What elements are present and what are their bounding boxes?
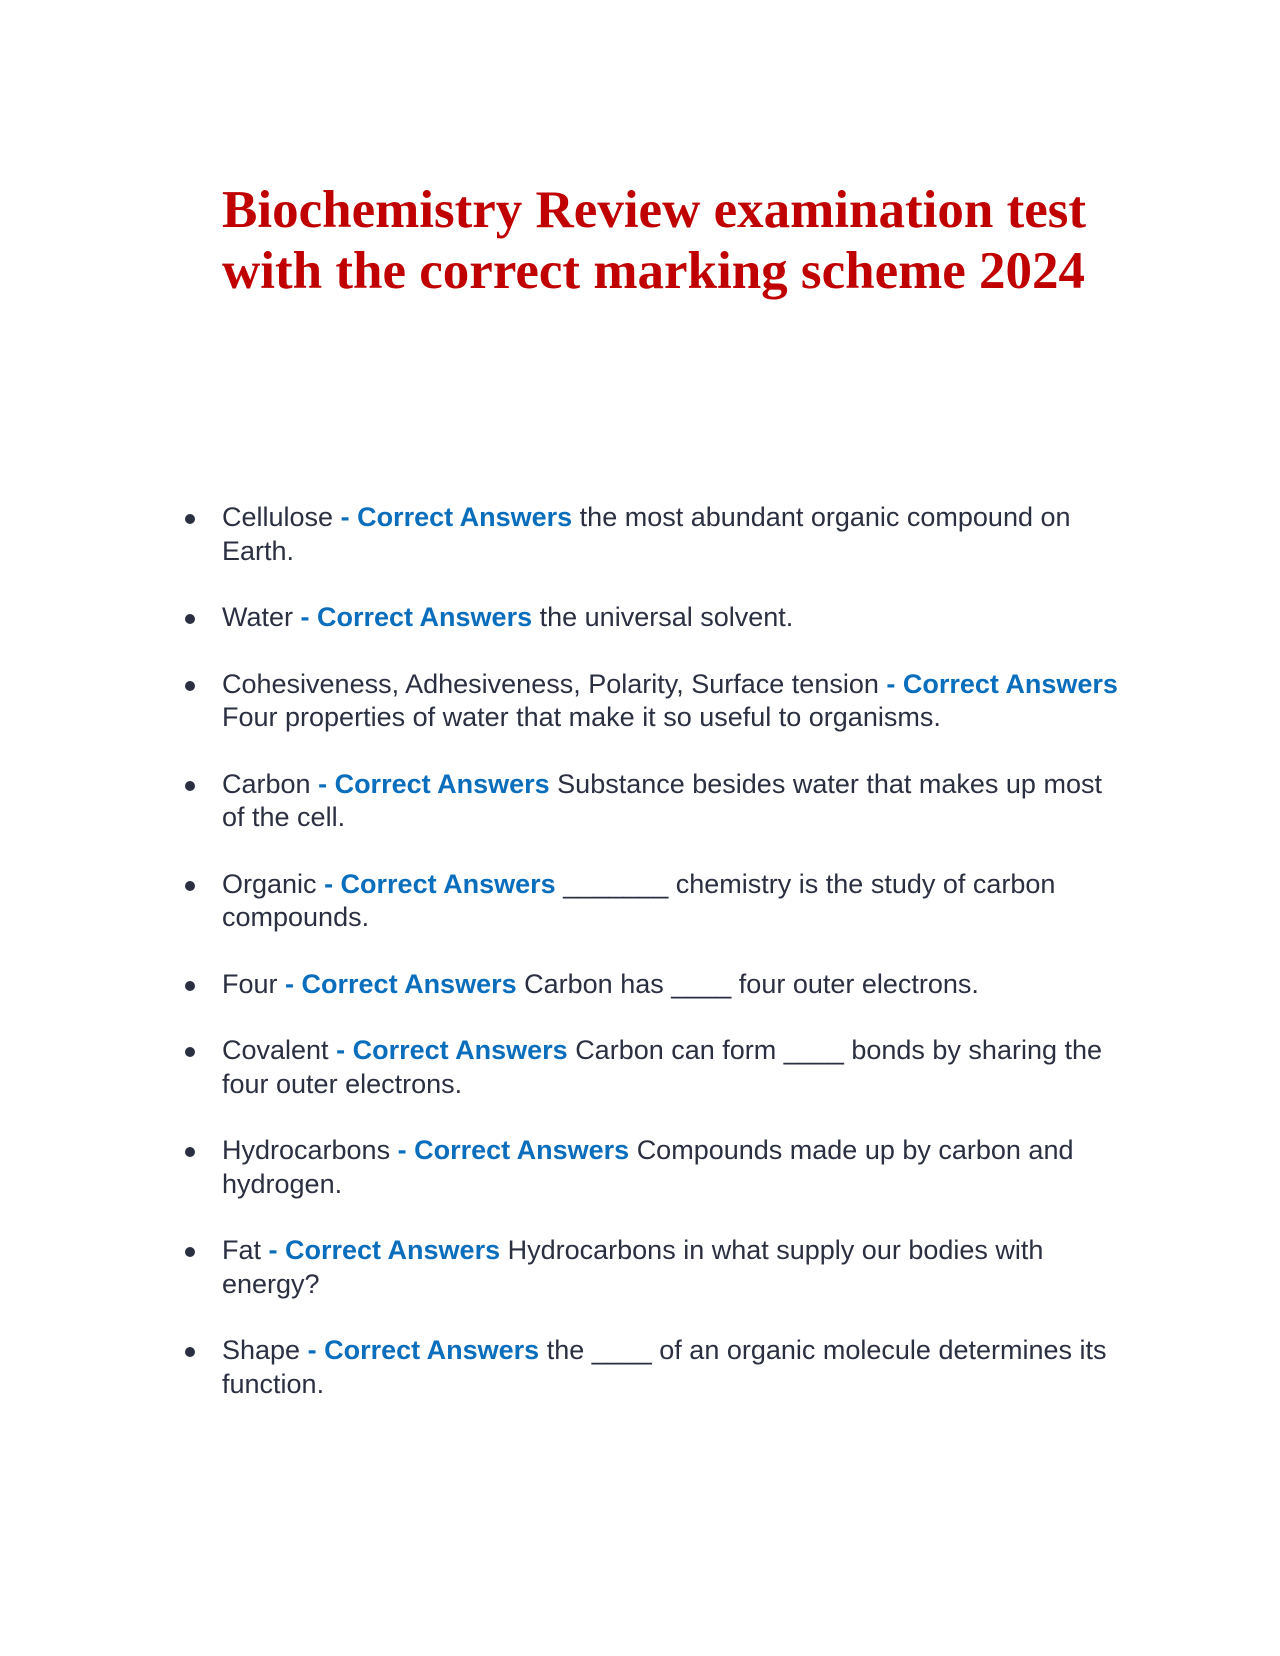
list-item (222, 1234, 1122, 1301)
answer-label: - Correct Answers (340, 502, 573, 532)
term: Cohesiveness, Adhesiveness, Polarity, Surface tension (222, 668, 879, 699)
list-item (222, 601, 1122, 635)
term: Cellulose (222, 502, 334, 532)
bullet-icon (185, 1347, 195, 1357)
definition: Substance besides water that makes up most of the cell. (222, 768, 1102, 832)
term: Shape (222, 1335, 301, 1365)
definition: the ____ of an organic molecule determines its function. (222, 1335, 1107, 1399)
list-item (222, 668, 1122, 735)
bullet-icon (185, 681, 195, 691)
answer-label: - Correct Answers (307, 1335, 540, 1365)
definition: Four properties of water that make it so useful to organisms. (222, 702, 941, 732)
term: Hydrocarbons (222, 1135, 391, 1165)
answer-label: - Correct Answers (886, 668, 1118, 699)
bullet-icon (185, 981, 195, 991)
definition: _______ chemistry is the study of carbon compounds. (222, 868, 1056, 932)
answer-label: - Correct Answers (268, 1235, 501, 1265)
list-item (222, 968, 1122, 1002)
answer-label: - Correct Answers (397, 1135, 630, 1165)
list-item (222, 1134, 1122, 1201)
answer-label: - Correct Answers (336, 1035, 568, 1065)
question-answer-list (222, 501, 1122, 1434)
answer-label: - Correct Answers (324, 868, 556, 899)
answer-label: - Correct Answers (300, 602, 533, 632)
bullet-icon (185, 1247, 195, 1257)
bullet-icon (185, 781, 195, 791)
term: Covalent (222, 1035, 329, 1065)
bullet-icon (185, 514, 195, 524)
bullet-icon (185, 881, 195, 891)
definition: Carbon can form ____ bonds by sharing the four outer electrons. (222, 1035, 1103, 1099)
definition: the universal solvent. (539, 602, 794, 632)
term: Water (222, 602, 294, 632)
list-item (222, 768, 1122, 835)
definition: Carbon has ____ four outer electrons. (524, 968, 979, 999)
term: Carbon (222, 768, 311, 799)
term: Four (222, 968, 278, 999)
answer-label: - Correct Answers (285, 968, 517, 999)
definition: the most abundant organic compound on Earth. (222, 502, 1071, 566)
answer-label: - Correct Answers (318, 768, 550, 799)
list-item (222, 1034, 1122, 1101)
list-item (222, 868, 1122, 935)
list-item (222, 1334, 1122, 1401)
bullet-icon (185, 614, 195, 624)
bullet-icon (185, 1147, 195, 1157)
document-title: Biochemistry Review examination test with the correct marking scheme 2024 (222, 181, 1087, 300)
term: Fat (222, 1235, 262, 1265)
definition: Hydrocarbons in what supply our bodies with energy? (222, 1235, 1044, 1299)
bullet-icon (185, 1047, 195, 1057)
list-item (222, 501, 1122, 568)
definition: Compounds made up by carbon and hydrogen. (222, 1135, 1074, 1199)
term: Organic (222, 868, 317, 899)
